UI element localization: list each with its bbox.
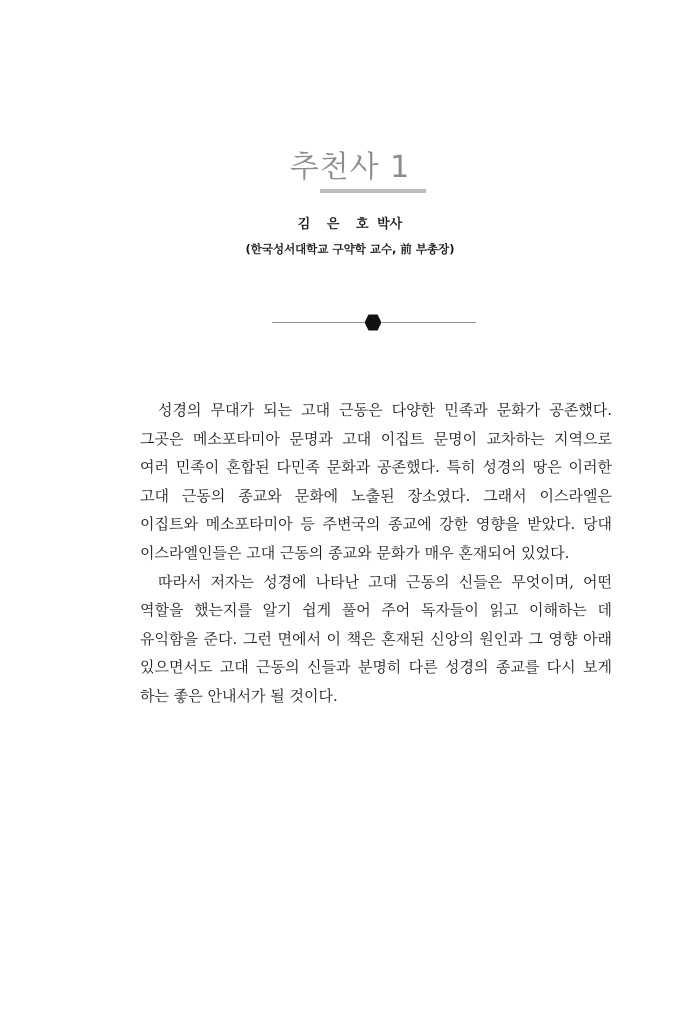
body-paragraph: 성경의 무대가 되는 고대 근동은 다양한 민족과 문화가 공존했다. 그곳은 메소포타미아 문명과 고대 이집트 문명이 교차하는 지역으로 여러 민족이 혼합된 다민족 문화과 공존했다. 특히 성경의 땅은 이러한 고대 근동의 종교와 문화에 노출된 장소였다. 그래서 이스라엘은 이집트와 메소포타미아 등 주변국의 종교에 강한 영향을 받았다. 당대 이스라엘인들은 고대 근동의 종교와 문화가 매우 혼재되어 있었다. [140, 401, 612, 562]
page-title: 추천사 1 [289, 150, 411, 185]
hexagon-icon [364, 314, 382, 331]
author-line [0, 213, 700, 232]
ornament-line-left [272, 322, 364, 323]
body-paragraph: 따라서 저자는 성경에 나타난 고대 근동의 신들은 무엇이며, 어떤 역할을 했는지를 알기 쉽게 풀어 주어 독자들이 읽고 이해하는 데 유익함을 준다. 그런 면에서 이 책은 혼재된 신앙의 원인과 그 영향 아래 있으면서도 고대 근동의 신들과 분명히 다른 성경의 종교를 다시 보게 하는 좋은 안내서가 될 것이다. [140, 572, 612, 705]
ornament-line-right [382, 322, 476, 323]
author-name: 김 은 호 [297, 217, 375, 232]
author-title: 박사 [377, 217, 403, 232]
title-underline [320, 189, 426, 193]
author-affiliation: (한국성서대학교 구약학 교수, 前 부총장) [245, 242, 455, 256]
body-text [140, 396, 612, 711]
